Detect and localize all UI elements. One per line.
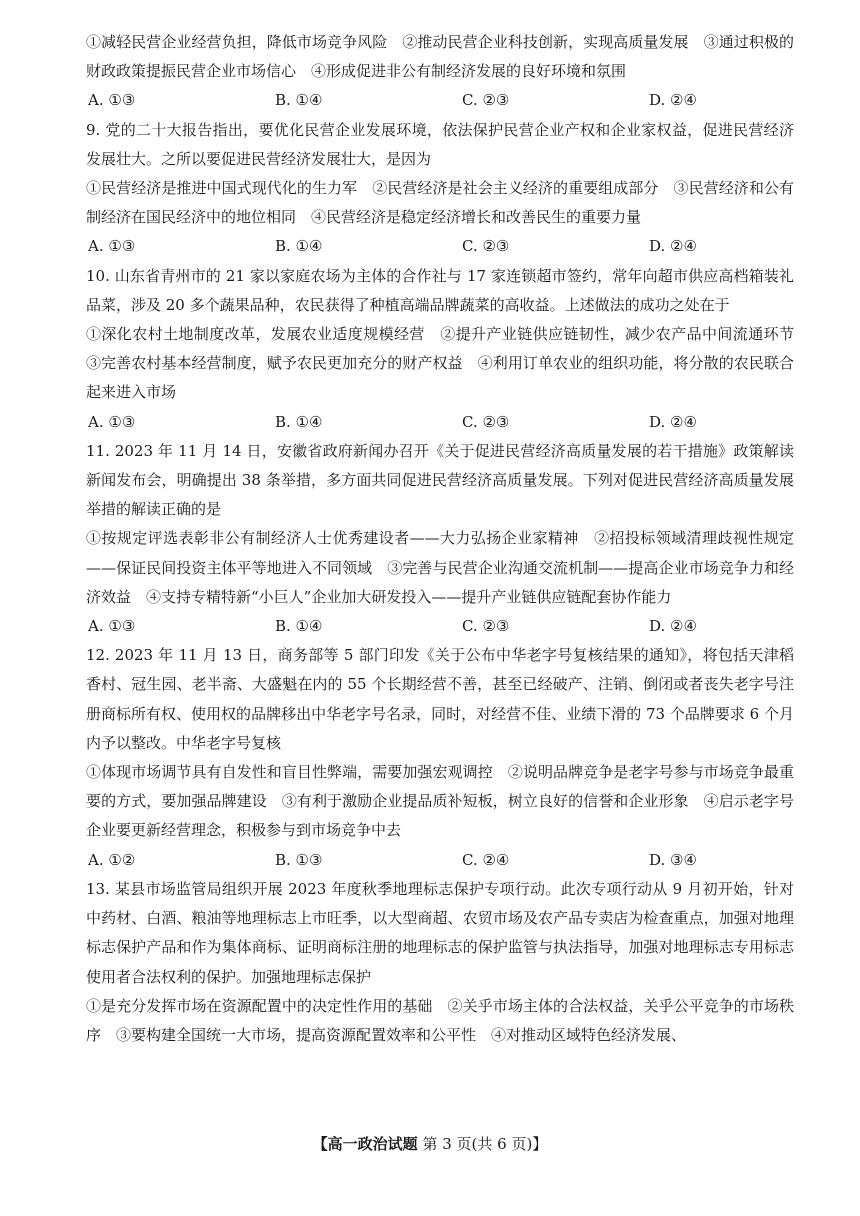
q10-stem: 10. 山东省青州市的 21 家以家庭农场为主体的合作社与 17 家连锁超市签约，常年向超市供应高档箱装礼品菜，涉及 20 多个蔬果品种，农民获得了种植高端品牌蔬菜的高收益。上述做法的成功之处在于 xyxy=(86,266,794,314)
footer-title: 【高一政治试题 xyxy=(312,1135,418,1153)
q9-choice-c: C. ②③ xyxy=(462,237,510,256)
q9-stem: 9. 党的二十大报告指出，要优化民营企业发展环境，依法保护民营企业产权和企业家权益，促进民营经济发展壮大。之所以要促进民营经济发展壮大，是因为 xyxy=(86,120,794,168)
q12-options: ①体现市场调节具有自发性和盲目性弊端，需要加强宏观调控 ②说明品牌竞争是老字号参与市场竞争最重要的方式，要加强品牌建设 ③有利于激励企业提品质补短板，树立良好的信誉和企业形象 ④启示老字号企业要更新经营理念，积极参与到市场竞争中去 xyxy=(86,763,794,840)
q11-choice-b: B. ①④ xyxy=(275,617,323,636)
exam-page xyxy=(86,28,810,1050)
q11-choice-a: A. ①③ xyxy=(88,617,136,636)
footer-page-number: 第 3 页(共 6 页)】 xyxy=(422,1135,548,1153)
q9-choice-b: B. ①④ xyxy=(275,237,323,256)
q10-options: ①深化农村土地制度改革，发展农业适度规模经营 ②提升产业链供应链韧性，减少农产品中间流通环节 ③完善农村基本经营制度，赋予农民更加充分的财产权益 ④利用订单农业的组织功能，将分散的农民联合起来进入市场 xyxy=(86,325,810,402)
q8-choice-a: A. ①③ xyxy=(88,91,136,110)
q12-choice-c: C. ②④ xyxy=(462,850,510,869)
q10-choices xyxy=(86,408,794,437)
q9-choice-d: D. ②④ xyxy=(649,237,697,256)
q8-choice-b: B. ①④ xyxy=(275,91,323,110)
q10-choice-d: D. ②④ xyxy=(649,412,697,431)
q10-choice-c: C. ②③ xyxy=(462,412,510,431)
q13-stem: 13. 某县市场监管局组织开展 2023 年度秋季地理标志保护专项行动。此次专项行动从 9 月初开始，针对中药材、白酒、粮油等地理标志上市旺季，以大型商超、农贸市场及农产品专卖店为检查重点，加强对地理标志保护产品和作为集体商标、证明商标注册的地理标志的保护监管与执法指导，加强对地理标志专用标志使用者合法权利的保护。加强地理标志保护 xyxy=(86,879,794,986)
q9-choice-a: A. ①③ xyxy=(88,237,136,256)
q12-choice-d: D. ③④ xyxy=(649,850,697,869)
q10-choice-a: A. ①③ xyxy=(88,412,136,431)
q11-stem: 11. 2023 年 11 月 14 日，安徽省政府新闻办召开《关于促进民营经济高质量发展的若干措施》政策解读新闻发布会，明确提出 38 条举措，多方面共同促进民营经济高质量发展。下列对促进民营经济高质量发展举措的解读正确的是 xyxy=(86,441,794,519)
q10-choice-b: B. ①④ xyxy=(275,412,323,431)
q9-options: ①民营经济是推进中国式现代化的生力军 ②民营经济是社会主义经济的重要组成部分 ③民营经济和公有制经济在国民经济中的地位相同 ④民营经济是稳定经济增长和改善民生的重要力量 xyxy=(86,179,794,227)
page-footer xyxy=(0,1133,860,1155)
q12-choices xyxy=(86,846,794,875)
q12-stem: 12. 2023 年 11 月 13 日，商务部等 5 部门印发《关于公布中华老字号复核结果的通知》，将包括天津稻香村、冠生园、老半斋、大盛魁在内的 55 个长期经营不善，甚至已经破产、注销、倒闭或者丧失老字号注册商标所有权、使用权的品牌移出中华老字号名录，同时，对经营不佳、业绩下滑的 73 个品牌要求 6 个月内予以整改。中华老字号复核 xyxy=(86,646,794,752)
q11-options: ①按规定评选表彰非公有制经济人士优秀建设者——大力弘扬企业家精神 ②招投标领域清理歧视性规定——保证民间投资主体平等地进入不同领域 ③完善与民营企业沟通交流机制——提高企业市场竞争力和经济效益 ④支持专精特新“小巨人”企业加大研发投入——提升产业链供应链配套协作能力 xyxy=(86,529,794,606)
q12-choice-a: A. ①② xyxy=(88,850,136,869)
q11-choice-c: C. ②③ xyxy=(462,617,510,636)
q11-choices xyxy=(86,612,794,641)
q8-options: ①减轻民营企业经营负担，降低市场竞争风险 ②推动民营企业科技创新，实现高质量发展 ③通过积极的财政政策提振民营企业市场信心 ④形成促进非公有制经济发展的良好环境和氛围 xyxy=(86,33,794,81)
q8-choice-c: C. ②③ xyxy=(462,91,510,110)
q13-options: ①是充分发挥市场在资源配置中的决定性作用的基础 ②关乎市场主体的合法权益，关乎公平竞争的市场秩序 ③要构建全国统一大市场，提高资源配置效率和公平性 ④对推动区域特色经济发展、 xyxy=(86,996,794,1044)
q11-choice-d: D. ②④ xyxy=(649,617,697,636)
q12-choice-b: B. ①③ xyxy=(275,850,323,869)
q8-choices xyxy=(86,86,794,115)
q9-choices xyxy=(86,232,794,261)
q8-choice-d: D. ②④ xyxy=(649,91,697,110)
